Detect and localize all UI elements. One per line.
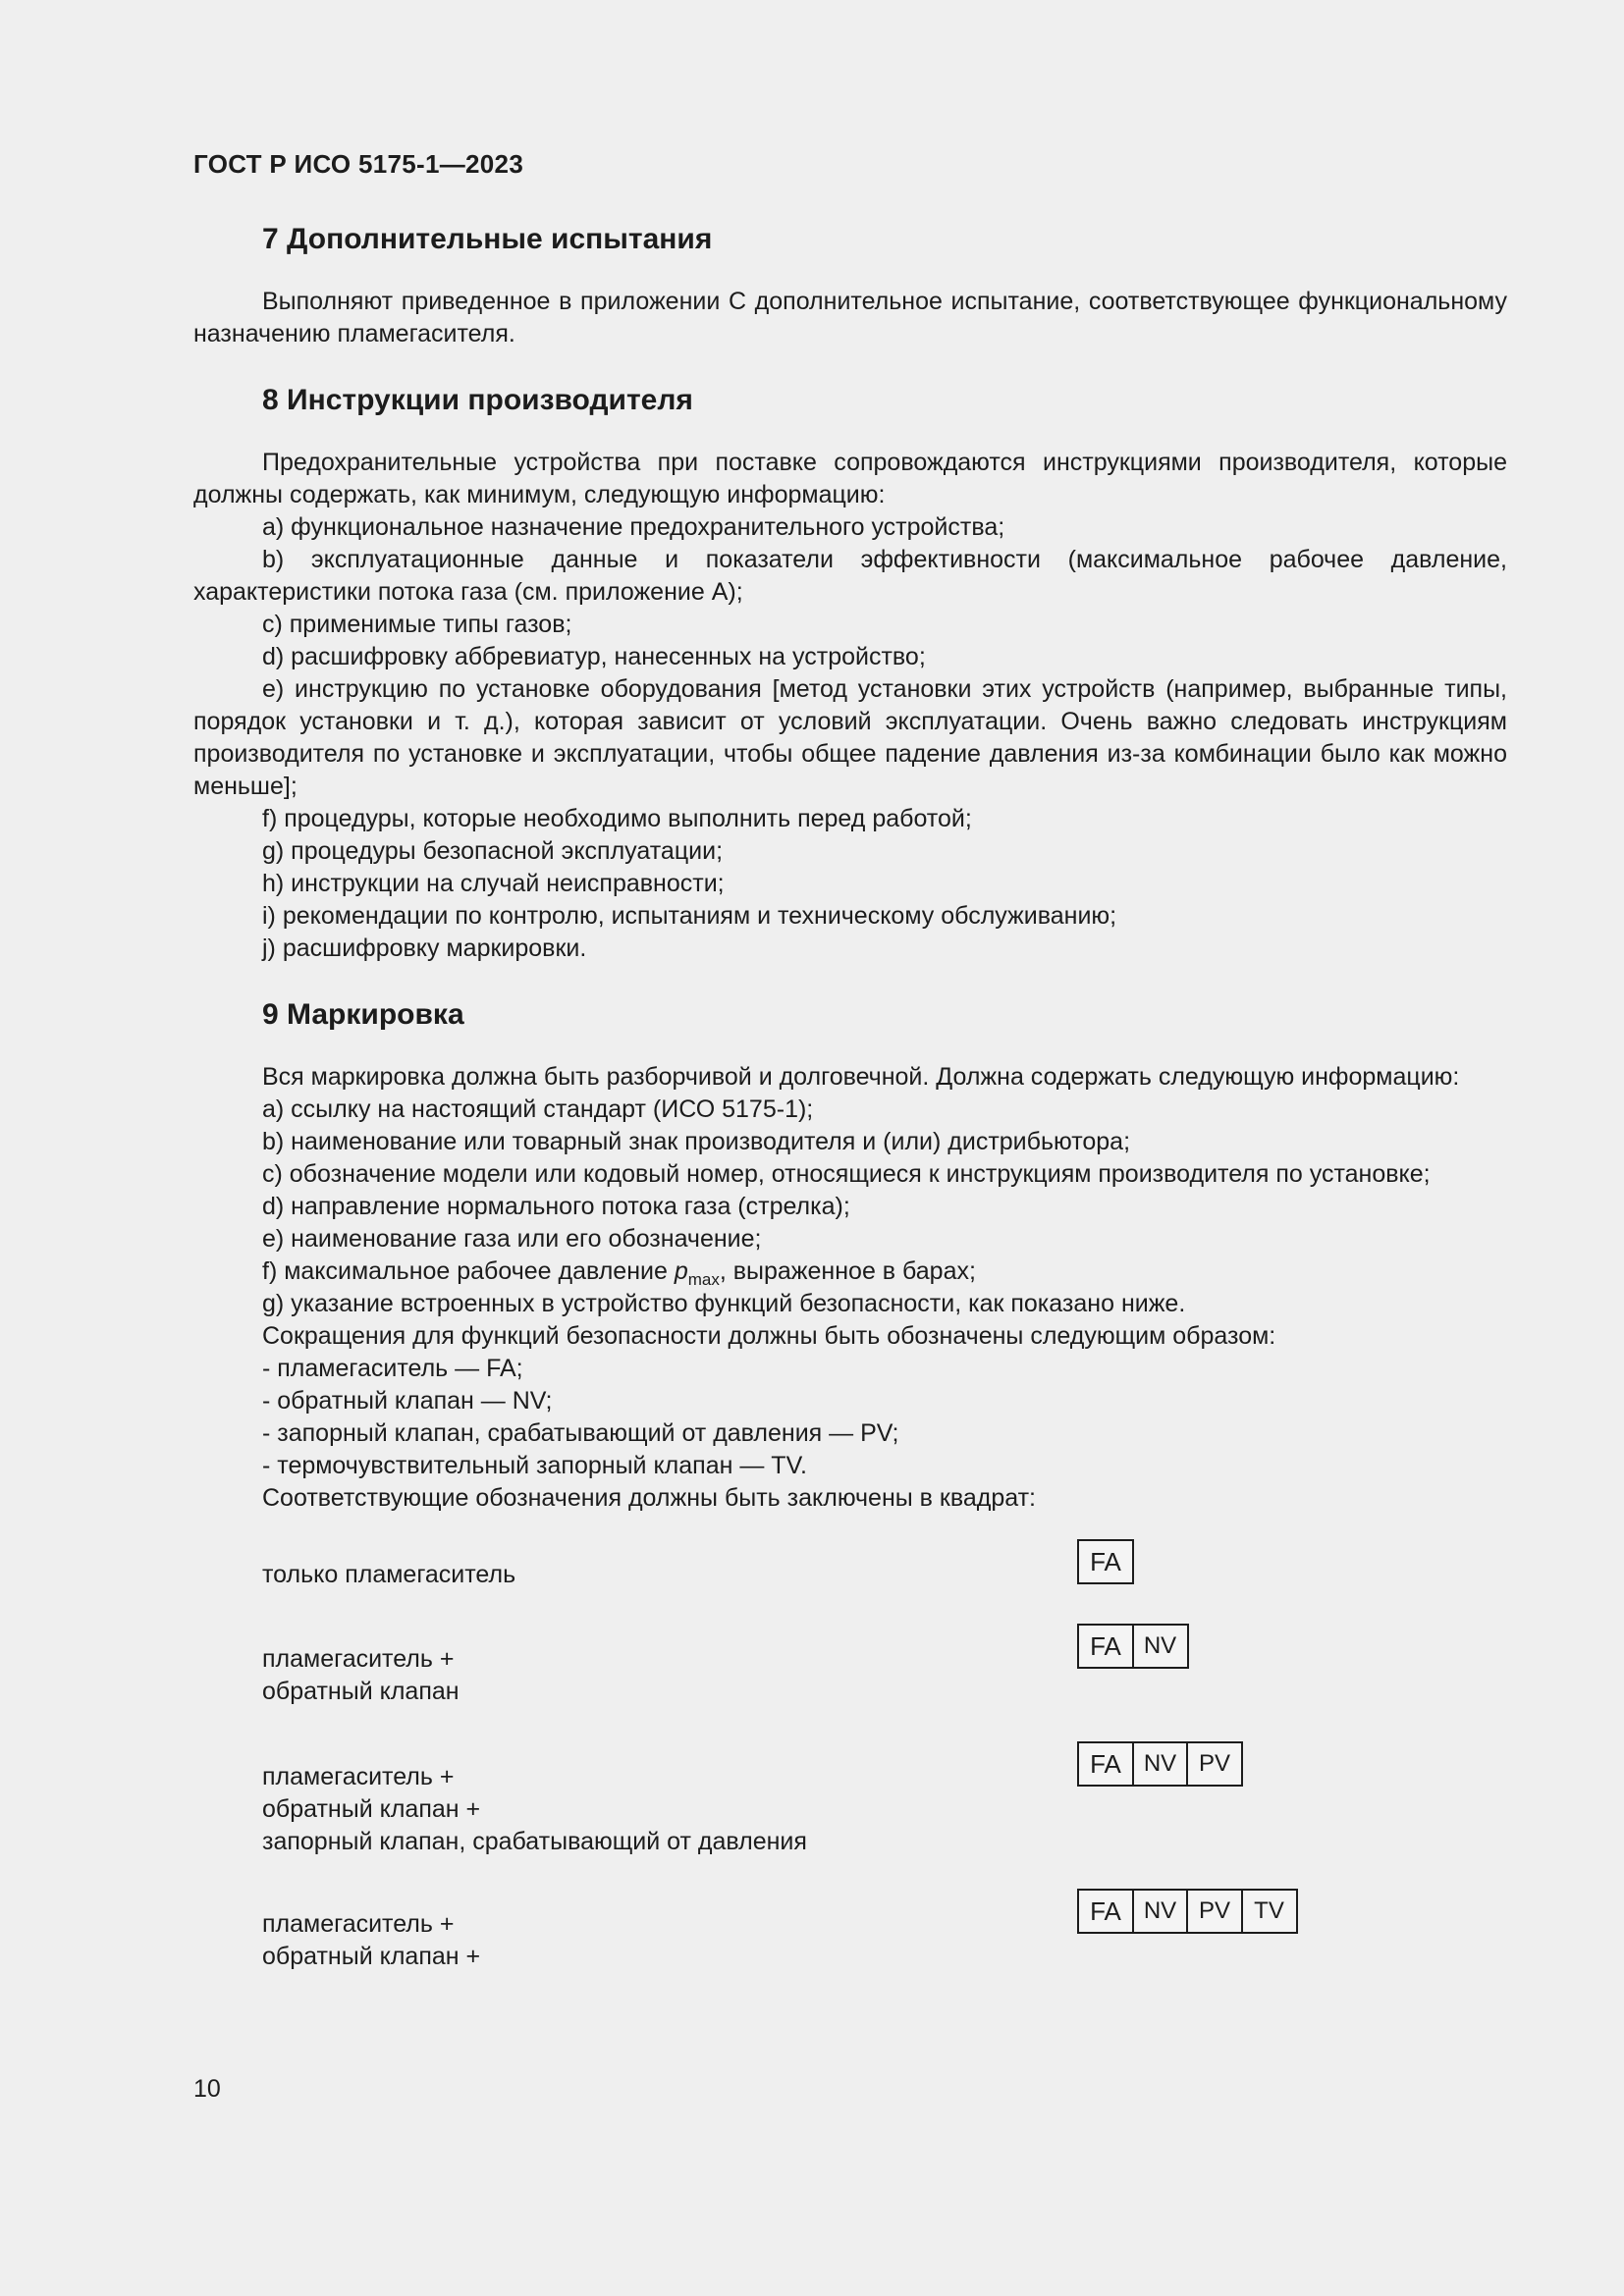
list-item: f) процедуры, которые необходимо выполнить перед работой; [262, 805, 972, 832]
list-item: c) применимые типы газов; [262, 611, 572, 638]
combo-label: обратный клапан + [262, 1943, 481, 1970]
section-8-intro: Предохранительные устройства при поставке сопровождаются инструкциями производителя, которые должны содержать, как минимум, следующую информацию: [193, 449, 1507, 508]
list-item: d) направление нормального потока газа (стрелка); [262, 1193, 850, 1220]
abbr-intro: Сокращения для функций безопасности должны быть обозначены следующим образом: [262, 1322, 1276, 1350]
list-item: c) обозначение модели или кодовый номер, относящиеся к инструкциям производителя по установке; [262, 1160, 1431, 1188]
combo-label: только пламегаситель [262, 1561, 516, 1588]
pv-box: PV [1186, 1741, 1243, 1787]
combo-fa [193, 1559, 515, 1591]
fa-box: FA [1077, 1889, 1134, 1934]
fa-box: FA [1077, 1624, 1134, 1669]
abbr-item: - термочувствительный запорный клапан — TV. [262, 1452, 807, 1479]
pmax-before: f) максимальное рабочее давление [262, 1257, 675, 1285]
pmax-subscript: max [687, 1270, 720, 1289]
pv-box: PV [1186, 1889, 1243, 1934]
combo-fa-nv [193, 1643, 460, 1708]
section-7-title: 7 Дополнительные испытания [262, 223, 713, 255]
tv-box: TV [1241, 1889, 1298, 1934]
section-9-intro: Вся маркировка должна быть разборчивой и долговечной. Должна содержать следующую информацию: [262, 1063, 1460, 1091]
list-item: i) рекомендации по контролю, испытаниям и техническому обслуживанию; [262, 902, 1117, 930]
combo-label: пламегаситель + [262, 1645, 455, 1673]
box-intro: Соответствующие обозначения должны быть заключены в квадрат: [262, 1484, 1036, 1512]
document-header: ГОСТ Р ИСО 5175-1—2023 [193, 149, 524, 179]
combo-label: обратный клапан + [262, 1795, 481, 1823]
fa-box: FA [1077, 1539, 1134, 1584]
combo-fa-nv-pv-tv-boxes [1077, 1889, 1295, 1934]
combo-label: пламегаситель + [262, 1910, 455, 1938]
pmax-symbol: p [674, 1257, 688, 1285]
list-item: g) процедуры безопасной эксплуатации; [262, 837, 724, 865]
list-item: b) наименование или товарный знак производителя и (или) дистрибьютора; [262, 1128, 1131, 1155]
list-item: g) указание встроенных в устройство функций безопасности, как показано ниже. [262, 1290, 1186, 1317]
combo-label: запорный клапан, срабатывающий от давления [262, 1828, 807, 1855]
list-item: d) расшифровку аббревиатур, нанесенных на устройство; [262, 643, 926, 670]
section-8-title: 8 Инструкции производителя [262, 384, 693, 416]
fa-box: FA [1077, 1741, 1134, 1787]
abbr-item: - запорный клапан, срабатывающий от давления — PV; [262, 1419, 899, 1447]
combo-label: пламегаситель + [262, 1763, 455, 1790]
combo-fa-nv-pv [193, 1761, 807, 1858]
abbr-item: - обратный клапан — NV; [262, 1387, 553, 1415]
section-7-text: Выполняют приведенное в приложении С дополнительное испытание, соответствующее функциональному назначению пламегасителя. [193, 288, 1507, 347]
list-item: h) инструкции на случай неисправности; [262, 870, 725, 897]
list-item: e) инструкцию по установке оборудования [метод установки этих устройств (например, выбранные типы, порядок установки и т. д.), которая зависит от условий эксплуатации. Очень важно следовать инструкциям производителя по установке и эксплуатации, чтобы общее падение давления из-за комбинации было как можно меньше]; [193, 675, 1507, 800]
combo-fa-nv-pv-tv [193, 1908, 480, 1973]
page-number: 10 [193, 2075, 221, 2103]
combo-fa-nv-pv-boxes [1077, 1741, 1241, 1787]
list-item: а) функциональное назначение предохранительного устройства; [262, 513, 1005, 541]
section-9-title: 9 Маркировка [262, 998, 464, 1031]
list-item-pmax [193, 1255, 1507, 1288]
list-item: а) ссылку на настоящий стандарт (ИСО 5175-1); [262, 1095, 814, 1123]
section-9 [193, 995, 1507, 1970]
abbr-item: - пламегаситель — FA; [262, 1355, 523, 1382]
section-8 [193, 381, 1507, 965]
pmax-after: , выраженное в барах; [719, 1257, 976, 1285]
combo-fa-boxes [1077, 1539, 1132, 1584]
nv-box: NV [1132, 1741, 1189, 1787]
list-item: j) расшифровку маркировки. [262, 934, 587, 962]
list-item: b) эксплуатационные данные и показатели эффективности (максимальное рабочее давление, характеристики потока газа (см. приложение А); [193, 546, 1507, 606]
list-item: e) наименование газа или его обозначение; [262, 1225, 762, 1253]
section-7 [193, 220, 1507, 350]
page-content [193, 220, 1507, 1997]
combo-fa-nv-boxes [1077, 1624, 1186, 1669]
combo-label: обратный клапан [262, 1678, 460, 1705]
nv-box: NV [1132, 1889, 1189, 1934]
nv-box: NV [1132, 1624, 1189, 1669]
marking-examples [193, 1515, 1507, 1970]
